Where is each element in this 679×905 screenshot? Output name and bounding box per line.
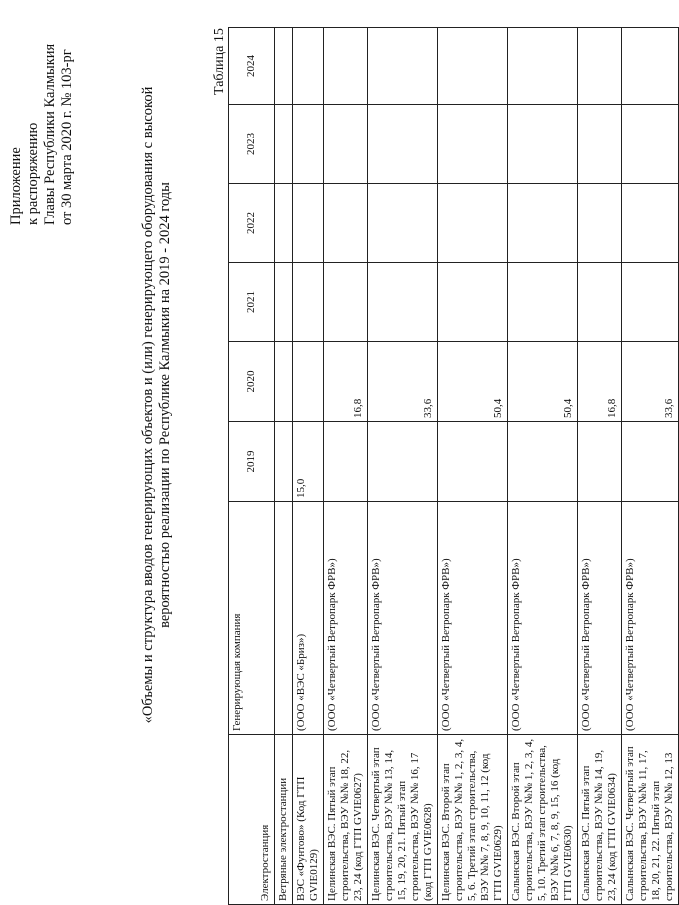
value-cell: 50,4 — [508, 342, 578, 422]
value-cell — [438, 105, 508, 184]
value-cell — [438, 184, 508, 263]
value-cell — [438, 422, 508, 502]
appendix-line: к распоряжению — [25, 122, 41, 225]
station-cell: Целинская ВЭС. Четвертый этап строительства, ВЭУ №№ 13, 14, 15, 19, 20, 21. Пятый этап строительства, ВЭУ №№ 16, 17 (код ГТП GVIE0628) — [368, 735, 438, 905]
header-year: 2023 — [229, 105, 275, 184]
value-cell: 16,8 — [578, 342, 622, 422]
value-cell: 33,6 — [368, 342, 438, 422]
appendix-block — [8, 10, 76, 225]
station-cell: Салынская ВЭС. Пятый этап строительства, ВЭУ №№ 14, 19, 23, 24 (код ГТП GVIE0634) — [578, 735, 622, 905]
header-year: 2020 — [229, 342, 275, 422]
company-cell: (ООО «Четвертый Ветропарк ФРВ») — [438, 502, 508, 735]
header-year: 2021 — [229, 263, 275, 342]
value-cell — [293, 263, 324, 342]
value-cell — [324, 422, 368, 502]
table-row — [578, 28, 622, 905]
value-cell — [293, 105, 324, 184]
value-cell — [324, 28, 368, 105]
value-cell — [293, 28, 324, 105]
value-cell — [508, 28, 578, 105]
value-cell: 15,0 — [293, 422, 324, 502]
value-cell: 33,6 — [622, 342, 679, 422]
value-cell — [293, 184, 324, 263]
station-cell: Салынская ВЭС. Второй этап строительства, ВЭУ №№ 1, 2, 3, 4, 5, 10. Третий этап строительства, ВЭУ №№ 6, 7, 8, 9, 15, 16 (код ГТП GVIE0630) — [508, 735, 578, 905]
company-cell: (ООО «Четвертый Ветропарк ФРВ») — [508, 502, 578, 735]
value-cell — [438, 263, 508, 342]
station-cell: Целинская ВЭС. Пятый этап строительства, ВЭУ №№ 18, 22, 23, 24 (код ГТП GVIE0627) — [324, 735, 368, 905]
company-cell: (ООО «ВЭС «Бриз») — [293, 502, 324, 735]
company-cell: (ООО «Четвертый Ветропарк ФРВ») — [578, 502, 622, 735]
value-cell: 50,4 — [438, 342, 508, 422]
table-row — [438, 28, 508, 905]
table-label: Таблица 15 — [212, 28, 227, 95]
value-cell — [324, 263, 368, 342]
table-row — [368, 28, 438, 905]
section-label: Ветряные электростанции — [275, 735, 293, 905]
value-cell: 16,8 — [324, 342, 368, 422]
table-row — [324, 28, 368, 905]
value-cell — [622, 263, 679, 342]
header-year: 2022 — [229, 184, 275, 263]
value-cell — [578, 28, 622, 105]
company-cell: (ООО «Четвертый Ветропарк ФРВ») — [368, 502, 438, 735]
value-cell — [293, 342, 324, 422]
appendix-line: Главы Республики Калмыкия — [42, 43, 58, 225]
value-cell — [578, 105, 622, 184]
station-cell: ВЭС «Фунтово» (Код ГТП GVIE0129) — [293, 735, 324, 905]
document-title: «Объемы и структура вводов генерирующих объектов и (или) генерирующего оборудования с высокой вероятностью реализации по Республике Калмыкия на 2019 - 2024 годы — [140, 86, 173, 724]
value-cell — [368, 184, 438, 263]
company-cell: (ООО «Четвертый Ветропарк ФРВ») — [324, 502, 368, 735]
value-cell — [324, 105, 368, 184]
company-cell: (ООО «Четвертый Ветропарк ФРВ») — [622, 502, 679, 735]
value-cell — [622, 422, 679, 502]
header-year: 2024 — [229, 28, 275, 105]
value-cell — [578, 184, 622, 263]
table-row — [508, 28, 578, 905]
table-row — [622, 28, 679, 905]
value-cell — [368, 422, 438, 502]
station-cell: Целинская ВЭС. Второй этап строительства, ВЭУ №№ 1, 2, 3, 4, 5, 6. Третий этап строительства, ВЭУ №№ 7, 8, 9, 10, 11, 12 (код ГТП GVIE0629) — [438, 735, 508, 905]
value-cell — [622, 184, 679, 263]
value-cell — [438, 28, 508, 105]
header-year: 2019 — [229, 422, 275, 502]
value-cell — [368, 263, 438, 342]
value-cell — [508, 422, 578, 502]
value-cell — [368, 28, 438, 105]
header-company: Генерирующая компания — [229, 502, 275, 735]
section-row — [275, 28, 293, 905]
station-cell: Салынская ВЭС. Четвертый этап строительства, ВЭУ №№ 11, 17, 18, 20, 21, 22. Пятый этап строительства, ВЭУ №№ 12, 13 — [622, 735, 679, 905]
value-cell — [578, 263, 622, 342]
value-cell — [508, 105, 578, 184]
value-cell — [622, 28, 679, 105]
value-cell — [368, 105, 438, 184]
value-cell — [324, 184, 368, 263]
header-station: Электростанция — [229, 735, 275, 905]
appendix-line: от 30 марта 2020 г. № 103-рг — [59, 49, 75, 225]
table-row — [293, 28, 324, 905]
appendix-line: Приложение — [8, 147, 24, 225]
table-header-row — [229, 28, 275, 905]
value-cell — [508, 263, 578, 342]
data-table — [228, 27, 679, 905]
value-cell — [578, 422, 622, 502]
value-cell — [622, 105, 679, 184]
value-cell — [508, 184, 578, 263]
